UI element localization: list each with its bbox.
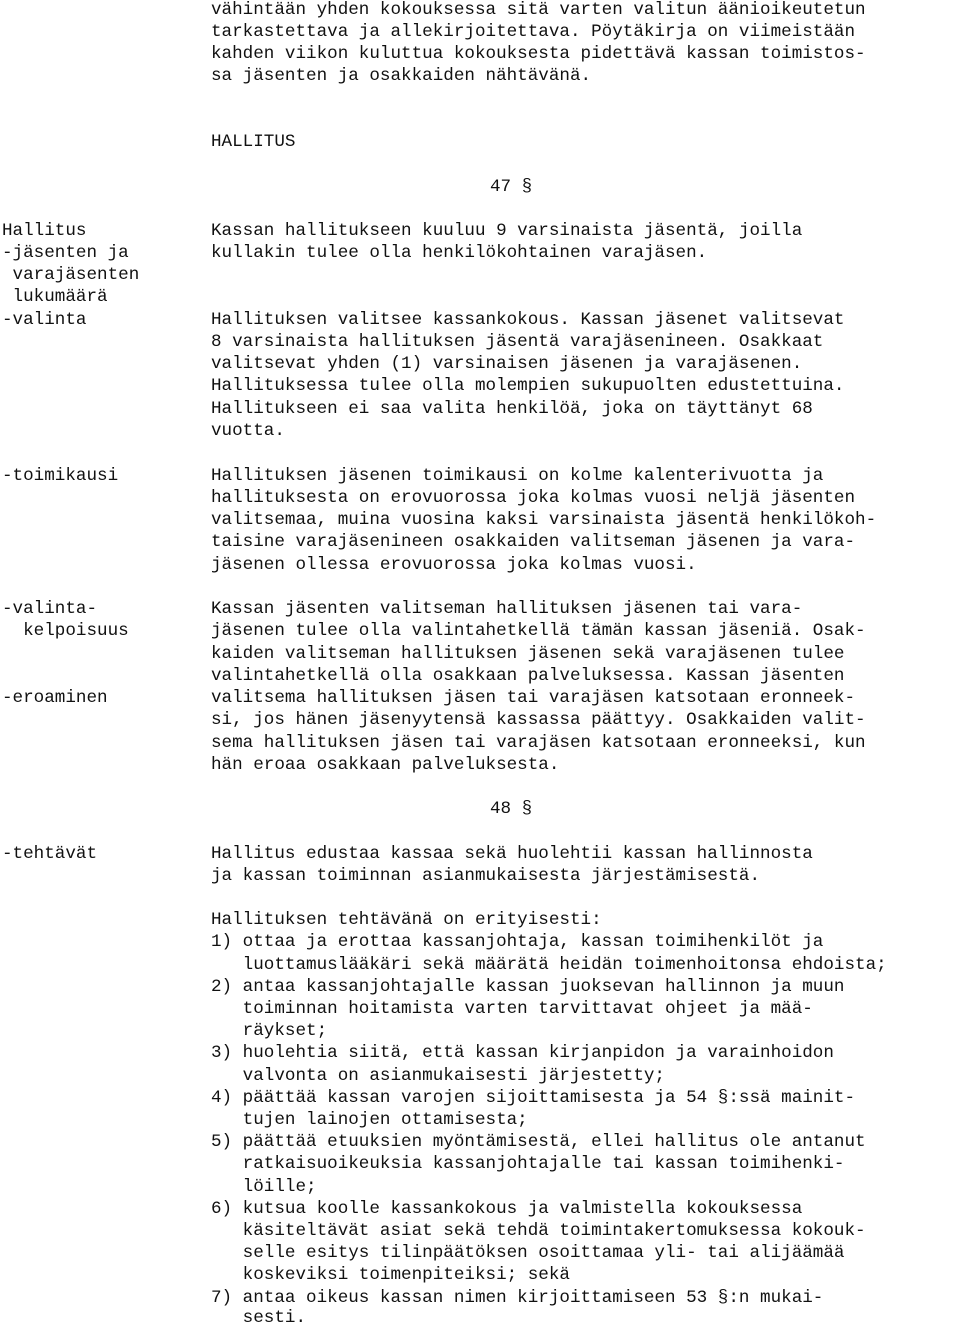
margin-note-jasenten: -jäsenten ja bbox=[2, 243, 129, 263]
text-line: taisine varajäsenineen osakkaiden valitseman jäsenen ja vara- bbox=[211, 532, 856, 552]
list-item: 5) päättää etuuksien myöntämisestä, ellei hallitus ole antanut bbox=[211, 1132, 866, 1152]
text-line: Kassan jäsenten valitseman hallituksen jäsenen tai vara- bbox=[211, 599, 803, 619]
list-item: käsiteltävät asiat sekä tehdä toimintakertomuksessa kokouk- bbox=[211, 1221, 866, 1241]
margin-note-valintakelpoisuus-1: -valinta- bbox=[2, 599, 98, 619]
list-item: koskeviksi toimenpiteiksi; sekä bbox=[211, 1265, 570, 1285]
margin-note-tehtavat: -tehtävät bbox=[2, 844, 98, 864]
list-item: valvonta on asianmukaisesti järjestetty; bbox=[211, 1066, 665, 1086]
list-item: ratkaisuoikeuksia kassanjohtajalle tai kassan toimihenki- bbox=[211, 1154, 845, 1174]
text-line: tarkastettava ja allekirjoitettava. Pöytäkirja on viimeistään bbox=[211, 22, 856, 42]
text-line: jäsenen ollessa erovuorossa joka kolmas vuosi. bbox=[211, 555, 697, 575]
text-line: si, jos hänen jäsenyytensä kassassa päättyy. Osakkaiden valit- bbox=[211, 710, 866, 730]
text-line: valintahetkellä olla osakkaan palveluksessa. Kassan jäsenten bbox=[211, 666, 845, 686]
text-line: kaiden valitseman hallituksen jäsenen sekä varajäsenen tulee bbox=[211, 644, 845, 664]
list-item: sesti. bbox=[211, 1308, 307, 1328]
text-line: jäsenen tulee olla valintahetkellä tämän kassan jäseniä. Osak- bbox=[211, 621, 866, 641]
text-line: kahden viikon kuluttua kokouksesta pidettävä kassan toimistos- bbox=[211, 44, 866, 64]
list-item: luottamuslääkäri sekä määrätä heidän toimenhoitonsa ehdoista; bbox=[211, 955, 887, 975]
margin-note-valintakelpoisuus-2: kelpoisuus bbox=[2, 621, 129, 641]
list-item: 3) huolehtia siitä, että kassan kirjanpidon ja varainhoidon bbox=[211, 1043, 834, 1063]
text-line: vuotta. bbox=[211, 421, 285, 441]
list-item: löille; bbox=[211, 1177, 317, 1197]
text-line: 8 varsinaista hallituksen jäsentä varajäsenineen. Osakkaat bbox=[211, 332, 824, 352]
list-item: 4) päättää kassan varojen sijoittamisesta ja 54 §:ssä mainit- bbox=[211, 1088, 856, 1108]
margin-note-hallitus: Hallitus bbox=[2, 221, 87, 241]
text-line: vähintään yhden kokouksessa sitä varten valitun äänioikeutetun bbox=[211, 0, 866, 20]
list-item: selle esitys tilinpäätöksen osoittamaa yli- tai alijäämää bbox=[211, 1243, 845, 1263]
text-line: Hallituksessa tulee olla molempien sukupuolten edustettuina. bbox=[211, 376, 845, 396]
text-line: Hallituksen jäsenen toimikausi on kolme kalenterivuotta ja bbox=[211, 466, 824, 486]
section-heading: HALLITUS bbox=[211, 132, 296, 152]
section-number-47: 47 § bbox=[490, 177, 533, 197]
list-item: 6) kutsua koolle kassankokous ja valmistella kokouksessa bbox=[211, 1199, 803, 1219]
margin-note-eroaminen: -eroaminen bbox=[2, 688, 108, 708]
text-line: hän eroaa osakkaan palveluksesta. bbox=[211, 755, 560, 775]
text-line: valitsema hallituksen jäsen tai varajäsen katsotaan eronneek- bbox=[211, 688, 856, 708]
list-item: 7) antaa oikeus kassan nimen kirjoittamiseen 53 §:n mukai- bbox=[211, 1288, 824, 1308]
text-line: kullakin tulee olla henkilökohtainen varajäsen. bbox=[211, 243, 708, 263]
section-number-48: 48 § bbox=[490, 799, 533, 819]
margin-note-valinta: -valinta bbox=[2, 310, 87, 330]
margin-note-lukumaara: lukumäärä bbox=[2, 287, 108, 307]
list-intro: Hallituksen tehtävänä on erityisesti: bbox=[211, 910, 602, 930]
text-line: hallituksesta on erovuorossa joka kolmas vuosi neljä jäsenten bbox=[211, 488, 856, 508]
list-item: 2) antaa kassanjohtajalle kassan juoksevan hallinnon ja muun bbox=[211, 977, 845, 997]
text-line: Kassan hallitukseen kuuluu 9 varsinaista jäsentä, joilla bbox=[211, 221, 803, 241]
text-line: valitsevat yhden (1) varsinaisen jäsenen ja varajäsenen. bbox=[211, 354, 803, 374]
margin-note-toimikausi: -toimikausi bbox=[2, 466, 119, 486]
list-item: toiminnan hoitamista varten tarvittavat ohjeet ja mää- bbox=[211, 999, 813, 1019]
text-line: sema hallituksen jäsen tai varajäsen katsotaan eronneeksi, kun bbox=[211, 733, 866, 753]
margin-note-varajasenten: varajäsenten bbox=[2, 265, 140, 285]
list-item: tujen lainojen ottamisesta; bbox=[211, 1110, 528, 1130]
text-line: Hallitukseen ei saa valita henkilöä, joka on täyttänyt 68 bbox=[211, 399, 813, 419]
list-item: 1) ottaa ja erottaa kassanjohtaja, kassan toimihenkilöt ja bbox=[211, 932, 824, 952]
text-line: valitsemaa, muina vuosina kaksi varsinaista jäsentä henkilökoh- bbox=[211, 510, 877, 530]
text-line: sa jäsenten ja osakkaiden nähtävänä. bbox=[211, 66, 592, 86]
text-line: ja kassan toiminnan asianmukaisesta järjestämisestä. bbox=[211, 866, 761, 886]
text-line: Hallituksen valitsee kassankokous. Kassan jäsenet valitsevat bbox=[211, 310, 845, 330]
text-line: Hallitus edustaa kassaa sekä huolehtii kassan hallinnosta bbox=[211, 844, 813, 864]
list-item: räykset; bbox=[211, 1021, 328, 1041]
